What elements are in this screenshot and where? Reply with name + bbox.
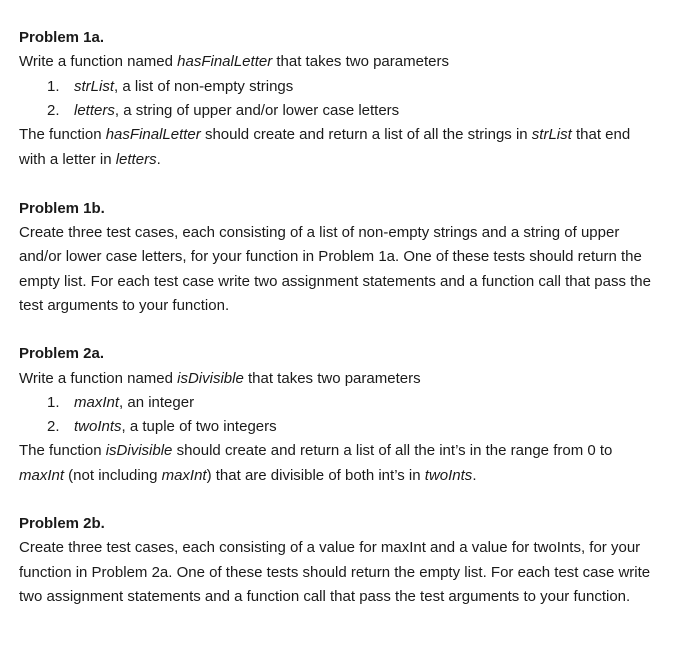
problem-1a-param-1: 1. strList, a list of non-empty strings <box>47 78 294 95</box>
problem-2b-line-3: two assignment statements and a function call that pass the test arguments to your function. <box>19 588 631 605</box>
problem-2a-param-2: 2. twoInts, a tuple of two integers <box>47 418 277 435</box>
problem-2a-intro: Write a function named isDivisible that takes two parameters <box>19 370 421 387</box>
problem-2a-body-line-1: The function isDivisible should create and return a list of all the int’s in the range from 0 to <box>19 442 613 459</box>
problem-1b-line-3: empty list. For each test case write two assignment statements and a function call that pass the <box>19 273 651 290</box>
problem-1a-intro: Write a function named hasFinalLetter that takes two parameters <box>19 53 449 70</box>
problem-2a-body-line-2: maxInt (not including maxInt) that are divisible of both int’s in twoInts. <box>19 467 477 484</box>
problem-1a-body-line-2: with a letter in letters. <box>19 151 161 168</box>
problem-1b-line-4: test arguments to your function. <box>19 297 230 314</box>
problem-1b-line-2: and/or lower case letters, for your function in Problem 1a. One of these tests should return the <box>19 248 642 265</box>
problem-1a-title: Problem 1a. <box>19 29 105 46</box>
problem-1b-title: Problem 1b. <box>19 200 105 217</box>
problem-2b-title: Problem 2b. <box>19 515 105 532</box>
problem-2a-param-1: 1. maxInt, an integer <box>47 394 195 411</box>
problem-1a-body-line-1: The function hasFinalLetter should create and return a list of all the strings in strList that end <box>19 126 631 143</box>
problem-1a-param-2: 2. letters, a string of upper and/or lower case letters <box>47 102 400 119</box>
problem-2b-line-2: function in Problem 2a. One of these tests should return the empty list. For each test case write <box>19 564 651 581</box>
problem-2b-line-1: Create three test cases, each consisting of a value for maxInt and a value for twoInts, for your <box>19 539 641 556</box>
problem-2a-title: Problem 2a. <box>19 345 105 362</box>
problem-1b-line-1: Create three test cases, each consisting of a list of non-empty strings and a string of upper <box>19 224 620 241</box>
